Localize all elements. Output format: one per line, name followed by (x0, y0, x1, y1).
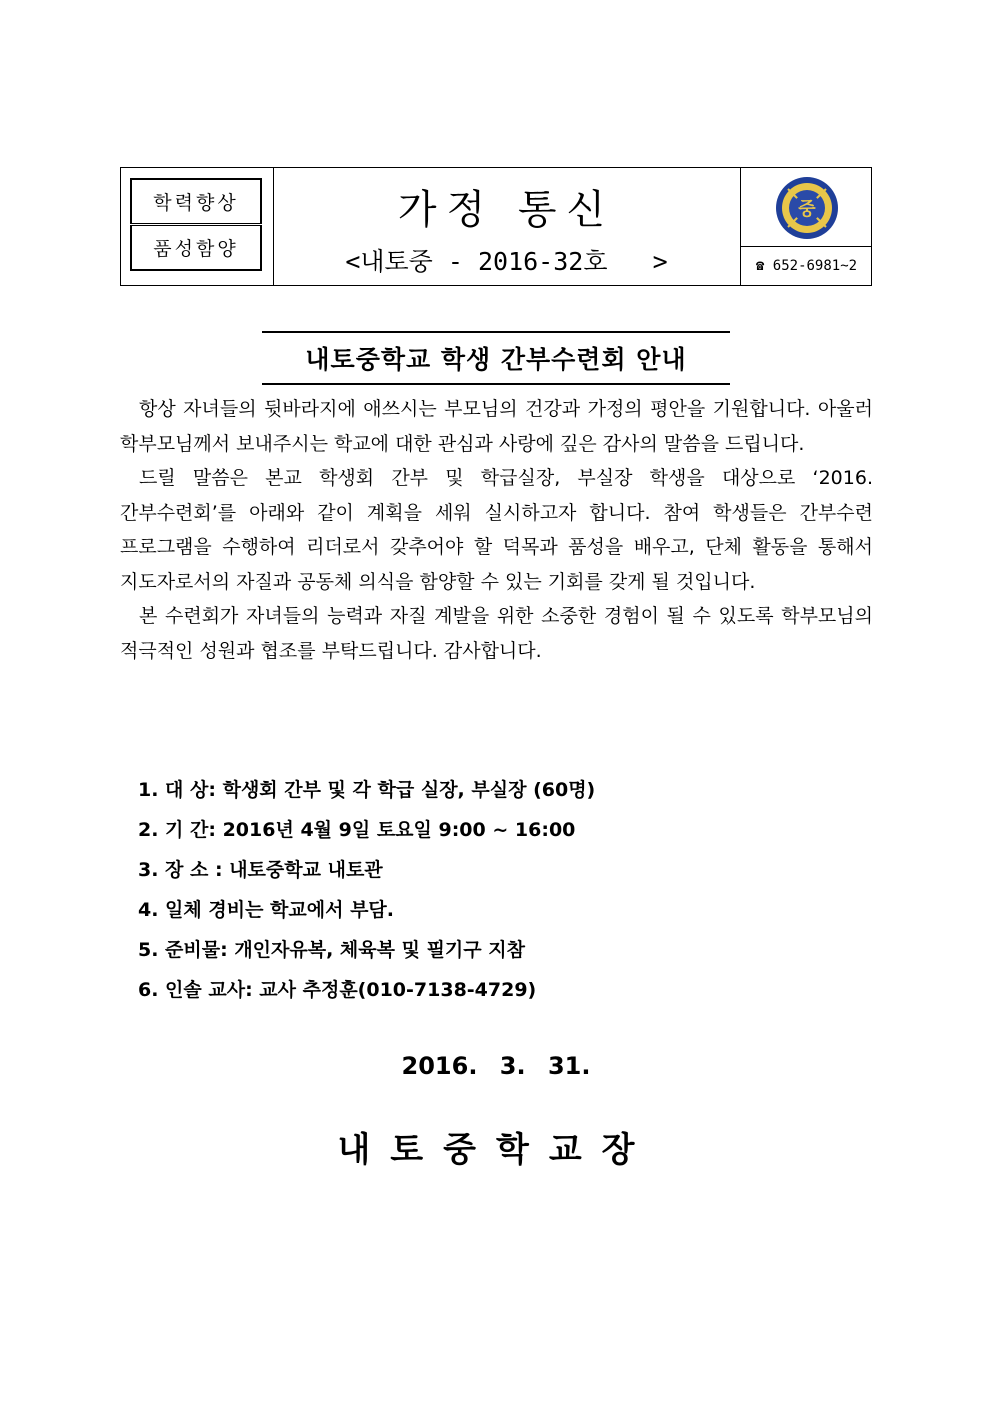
detail-teacher: 6. 인솔 교사: 교사 추정훈(010-7138-4729) (138, 979, 537, 1001)
detail-target: 1. 대 상: 학생회 간부 및 각 학급 실장, 부실장 (60명) (138, 779, 596, 801)
detail-period: 2. 기 간: 2016년 4월 9일 토요일 9:00 ~ 16:00 (138, 819, 576, 841)
detail-location: 3. 장 소 : 내토중학교 내토관 (138, 859, 383, 881)
details-list (138, 773, 858, 1013)
principal-signature: 내토중학교장 (337, 1130, 655, 1170)
logo-cell (741, 168, 872, 247)
phone-number: ☎ 652-6981~2 (755, 258, 858, 274)
detail-supplies: 5. 준비물: 개인자유복, 체육복 및 필기구 지참 (138, 939, 525, 961)
detail-expense: 4. 일체 경비는 학교에서 부담. (138, 899, 395, 921)
logo-column (740, 168, 872, 285)
motto-column (121, 168, 274, 285)
paragraph-request: 본 수련회가 자녀들의 능력과 자질 계발을 위한 소중한 경험이 될 수 있도록 학부모님의 적극적인 성원과 협조를 부탁드립니다. 감사합니다. (120, 605, 873, 662)
emblem-char: 중 (798, 199, 816, 220)
issue-date: 2016. 3. 31. (401, 1052, 591, 1080)
paragraph-announcement: 드릴 말씀은 본교 학생회 간부 및 학급실장, 부실장 학생을 대상으로 ‘2016. 간부수련회’를 아래와 같이 계획을 세워 실시하고자 합니다. 참여 학생들은 간부수련 프로그램을 수행하여 리더로서 갖추어야 할 덕목과 품성을 배우고, 단체 활동을 통해서 지도자로서의 자질과 공동체 의식을 함양할 수 있는 기회를 갖게 될 것입니다. (120, 467, 873, 593)
letter-body (120, 392, 873, 668)
issue-number: <내토중 - 2016-32호 > (345, 247, 668, 276)
paragraph-greeting: 항상 자녀들의 뒷바라지에 애쓰시는 부모님의 건강과 가정의 평안을 기원합니다. 아울러 학부모님께서 보내주시는 학교에 대한 관심과 사랑에 깊은 감사의 말씀을 드립니다. (120, 398, 873, 455)
document-title-box (262, 331, 730, 385)
title-column (273, 168, 740, 285)
document-title: 내토중학교 학생 간부수련회 안내 (305, 345, 687, 374)
motto-character: 품성함양 (130, 225, 262, 271)
school-emblem-icon (774, 175, 840, 241)
motto-academic: 학력향상 (130, 178, 262, 224)
newsletter-header (120, 167, 872, 286)
newsletter-title: 가정 통신 (397, 187, 616, 233)
